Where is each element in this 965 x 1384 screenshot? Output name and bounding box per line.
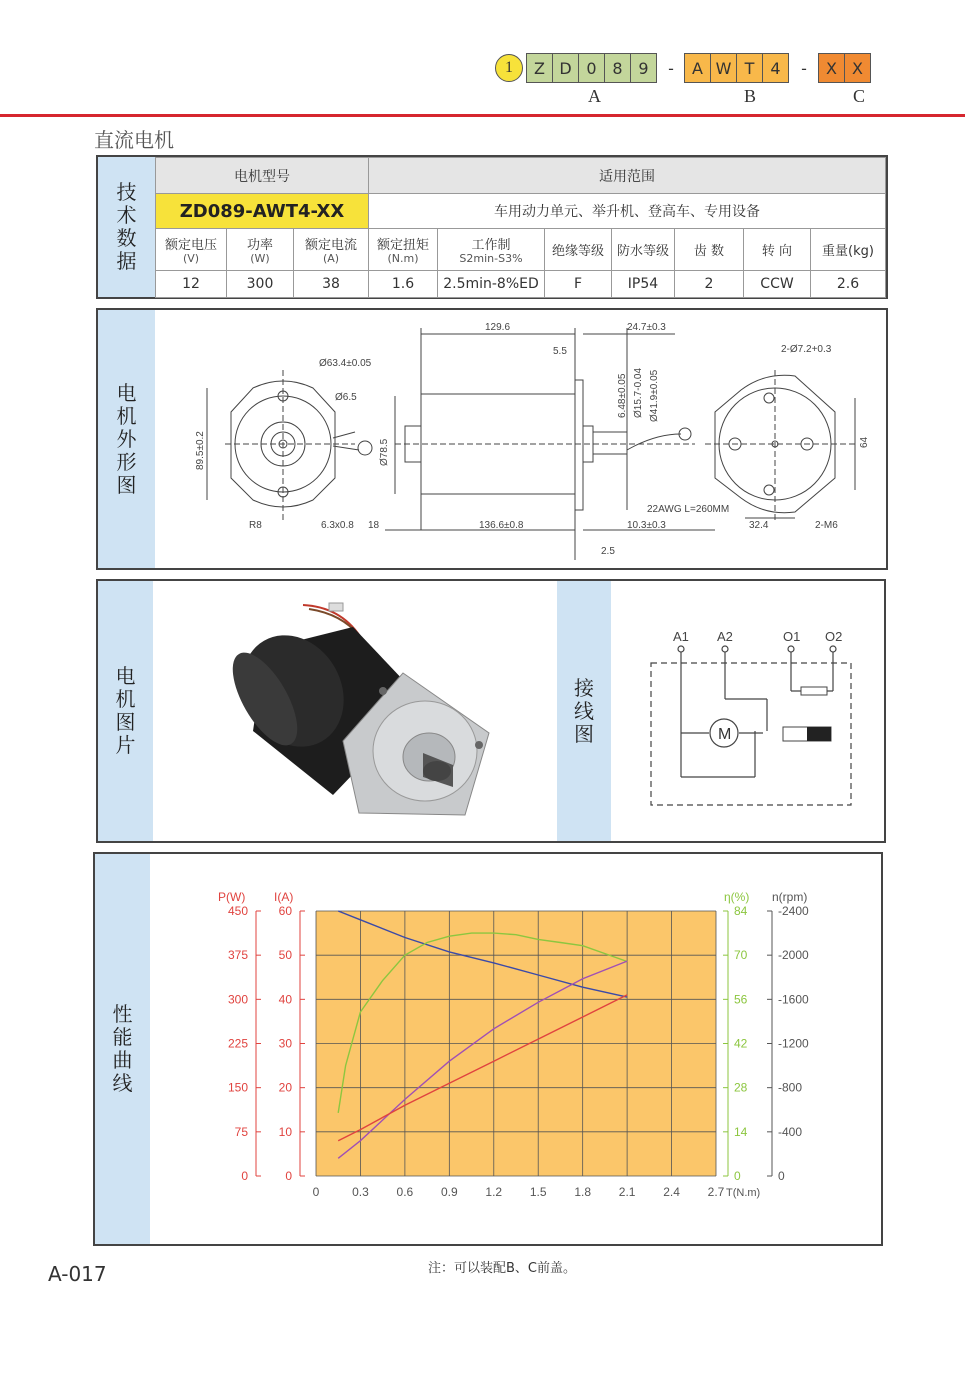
terminal-a1-label: A1 [673, 629, 689, 644]
axis-title-t: T(N.m) [726, 1187, 761, 1199]
dim-label: Ø6.5 [335, 392, 357, 403]
x-tick-label: 2.7 [707, 1185, 725, 1199]
y-tick-label: 225 [227, 1036, 248, 1051]
range-value: 车用动力单元、举升机、登高车、专用设备 [369, 194, 886, 229]
dim-label: 136.6±0.8 [479, 520, 524, 531]
y-tick-label: 60 [278, 904, 292, 918]
motor-photo [153, 581, 553, 841]
y-tick-label: 14 [734, 1124, 748, 1139]
x-tick-label: 0 [312, 1185, 320, 1199]
dim-label: 32.4 [749, 520, 769, 531]
y-tick-label: -2400 [778, 904, 809, 918]
wiring-side-label: 接 线 图 [557, 581, 611, 841]
y-tick-label: 150 [227, 1080, 248, 1095]
dim-label: 2-Ø7.2+0.3 [781, 344, 832, 355]
dim-label: 18 [368, 520, 380, 531]
code-a-char: Z [526, 53, 553, 83]
code-letter-c: C [853, 86, 866, 106]
y-tick-label: 56 [734, 992, 748, 1007]
dim-label: 6.48±0.05 [617, 373, 628, 418]
y-tick-label: -1200 [778, 1036, 809, 1051]
curves-side-label: 性 能 曲 线 [95, 854, 150, 1244]
x-tick-label: 1.8 [574, 1185, 592, 1199]
y-tick-label: 0 [778, 1169, 785, 1183]
dim-label: Ø15.7-0.04 [633, 367, 644, 418]
y-tick-label: 42 [734, 1036, 748, 1051]
spec-table [155, 157, 886, 298]
y-tick-label: -1600 [778, 992, 809, 1007]
terminal-o1-label: O1 [783, 629, 801, 644]
y-tick-label: 75 [234, 1124, 248, 1139]
footnote: 注：可以装配B、C前盖。 [428, 1261, 576, 1276]
photo-side-label: 电 机 图 片 [98, 581, 153, 841]
y-tick-label: 450 [227, 904, 248, 918]
range-header: 适用范围 [369, 158, 886, 194]
axis-title-eta: η(%) [724, 890, 750, 904]
dim-label: Ø78.5 [379, 438, 390, 466]
y-tick-label: 375 [227, 948, 248, 963]
code-letter-b: B [744, 86, 757, 106]
code-c-char: X [844, 53, 871, 83]
dim-label: R8 [249, 520, 262, 531]
y-tick-label: 20 [278, 1080, 292, 1095]
y-tick-label: 50 [278, 948, 292, 963]
code-b-char: W [710, 53, 737, 83]
dim-label: Ø41.9±0.05 [649, 369, 660, 422]
code-dash: - [801, 58, 807, 78]
x-tick-label: 0.3 [352, 1185, 369, 1199]
model-code [495, 52, 871, 84]
dim-label: 129.6 [485, 322, 511, 333]
dim-label: 89.5±0.2 [195, 431, 206, 470]
dim-label: 6.3x0.8 [321, 520, 354, 531]
spec-panel [96, 155, 888, 299]
code-a-char: 9 [630, 53, 657, 83]
code-a-char: 0 [578, 53, 605, 83]
axis-title-i: I(A) [274, 890, 294, 904]
model-header: 电机型号 [156, 158, 369, 194]
dim-label: 22AWG L=260MM [647, 504, 730, 515]
dim-label: 64 [859, 436, 870, 448]
dim-label: 2-M6 [815, 520, 838, 531]
spec-side-label: 技 术 数 据 [98, 157, 155, 297]
dim-label: 2.5 [601, 546, 615, 557]
y-tick-label: 0 [241, 1169, 248, 1183]
model-value: ZD089-AWT4-XX [156, 194, 369, 229]
page-title: 直流电机 [94, 128, 174, 152]
y-tick-label: 70 [734, 948, 748, 963]
y-tick-label: 28 [734, 1080, 748, 1095]
y-tick-label: -800 [778, 1080, 803, 1095]
code-c-char: X [818, 53, 845, 83]
spec-label-row: 额定电压 (V) 功率 (W) 额定电流 (A) 额定扭矩 (N.m) 工作制 S2min-S3% 绝缘等级 防水等级 齿 数 转 向 重量(kg) [156, 229, 886, 271]
dim-label: 10.3±0.3 [627, 520, 666, 531]
code-b-char: A [684, 53, 711, 83]
y-tick-label: 0 [285, 1169, 292, 1183]
x-tick-label: 0.9 [440, 1185, 458, 1199]
terminal-a2-label: A2 [717, 629, 733, 644]
code-b-char: 4 [762, 53, 789, 83]
code-letter-a: A [588, 86, 601, 106]
x-tick-label: 2.4 [663, 1185, 680, 1199]
x-tick-label: 1.5 [529, 1185, 547, 1199]
x-tick-label: 0.6 [396, 1185, 414, 1199]
code-dash: - [668, 58, 674, 78]
drawing-side-label: 电 机 外 形 图 [98, 310, 155, 568]
y-tick-label: 10 [278, 1124, 292, 1139]
curves-panel [93, 852, 883, 1246]
y-tick-label: -2000 [778, 948, 809, 963]
y-tick-label: 30 [278, 1036, 292, 1051]
drawing-panel [96, 308, 888, 570]
header-divider [0, 114, 965, 117]
motor-label: M [718, 726, 732, 743]
page-number: A-017 [48, 1262, 107, 1286]
dim-label: 5.5 [553, 346, 567, 357]
code-a-char: D [552, 53, 579, 83]
terminal-o2-label: O2 [825, 629, 843, 644]
code-a-char: 8 [604, 53, 631, 83]
dim-label: Ø63.4±0.05 [319, 358, 372, 369]
x-tick-label: 1.2 [485, 1185, 503, 1199]
y-tick-label: 300 [227, 992, 248, 1007]
outline-drawing [155, 310, 886, 568]
axis-title-n: n(rpm) [772, 890, 808, 904]
photo-panel [96, 579, 886, 843]
code-circle: 1 [495, 54, 523, 82]
performance-chart [150, 854, 881, 1244]
wiring-diagram [611, 581, 884, 841]
x-tick-label: 2.1 [618, 1185, 636, 1199]
y-tick-label: -400 [778, 1124, 803, 1139]
code-b-char: T [736, 53, 763, 83]
dim-label: 24.7±0.3 [627, 322, 666, 333]
y-tick-label: 40 [278, 992, 292, 1007]
y-tick-label: 84 [734, 904, 748, 918]
y-tick-label: 0 [734, 1169, 741, 1183]
spec-value-row: 12 300 38 1.6 2.5min-8%ED F IP54 2 CCW 2.6 [156, 271, 886, 298]
axis-title-p: P(W) [218, 890, 246, 904]
